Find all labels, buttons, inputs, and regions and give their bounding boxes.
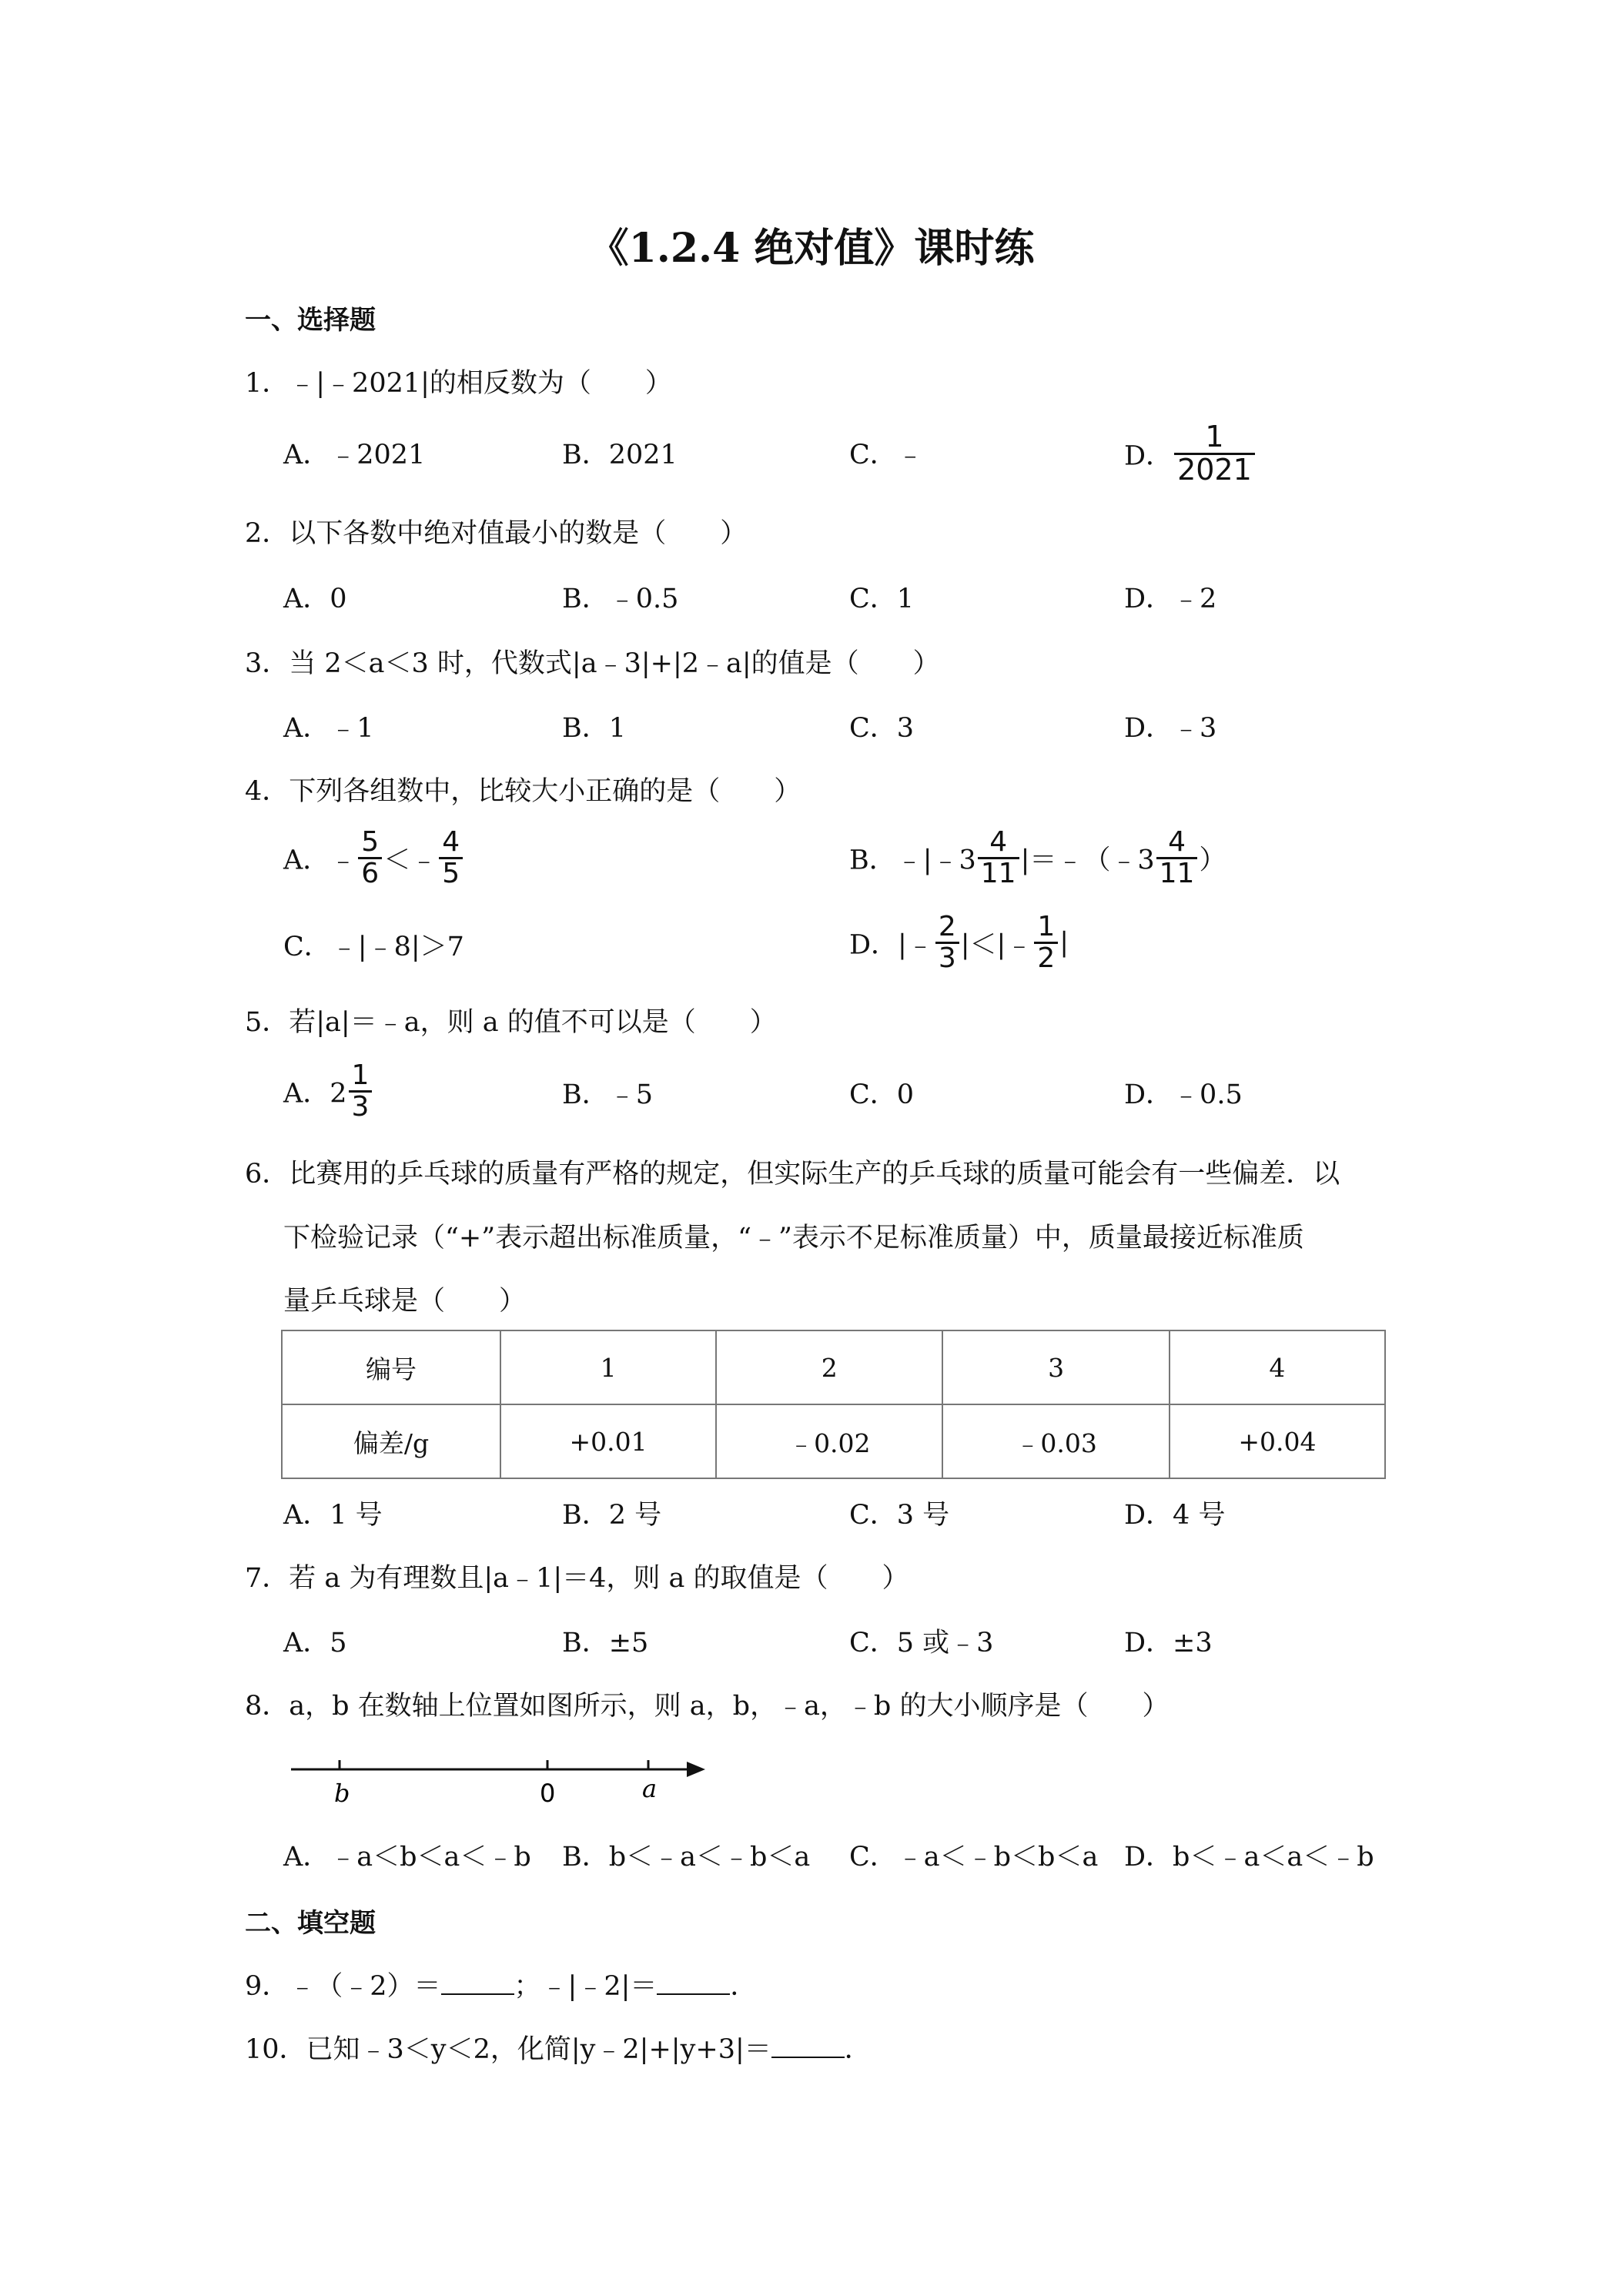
question-1-option-a: A．﹣2021 (283, 440, 426, 470)
table-cell: 4 (1170, 1330, 1385, 1404)
question-3-stem: 3．当 2＜a＜3 时，代数式|a﹣3|+|2﹣a|的值是（ ） (245, 648, 940, 679)
question-2-stem: 2．以下各数中绝对值最小的数是（ ） (245, 518, 748, 549)
fraction: $\frac{4}{11}$ (1156, 828, 1198, 889)
table-cell: 编号 (282, 1330, 500, 1404)
question-4-option-a: A．﹣ $\frac{5}{6}$ ＜﹣ $\frac{4}{5}$ (283, 828, 464, 889)
worksheet-title: 《1.2.4 绝对值》课时练 (588, 225, 1035, 272)
table-cell: 偏差/g (282, 1404, 500, 1478)
question-1-option-d: D． $\frac{1}{2021}$ (1124, 422, 1257, 486)
question-4-option-d: D．|﹣ $\frac{2}{3}$ |＜|﹣ $\frac{1}{2}$ | (849, 911, 1069, 974)
table-row (282, 1404, 1385, 1478)
question-7-stem: 7．若 a 为有理数且|a﹣1|＝4，则 a 的取值是（ ） (245, 1563, 909, 1594)
question-8-stem: 8．a，b 在数轴上位置如图所示，则 a，b，﹣a，﹣b 的大小顺序是（ ） (245, 1691, 1170, 1722)
question-2-option-b: B．﹣0.5 (562, 584, 679, 614)
fraction: $\frac{2}{3}$ (935, 912, 959, 973)
table-row (282, 1330, 1385, 1404)
question-7-option-d: D．±3 (1124, 1628, 1213, 1658)
answer-blank[interactable] (771, 2035, 845, 2058)
table-cell: 3 (942, 1330, 1169, 1404)
axis-label-b: b (334, 1779, 350, 1808)
question-4-option-c: C．﹣|﹣8|＞7 (283, 932, 464, 962)
question-8-option-a: A．﹣a＜b＜a＜﹣b (283, 1842, 531, 1873)
fraction: $\frac{4}{11}$ (978, 828, 1019, 889)
axis-label-a: a (642, 1774, 658, 1803)
fraction: $\frac{1}{2}$ (1034, 912, 1058, 973)
fraction: $\frac{1}{3}$ (349, 1061, 373, 1122)
question-3-option-b: B．1 (562, 713, 626, 744)
question-8-option-c: C．﹣a＜﹣b＜b＜a (849, 1842, 1099, 1873)
question-7-option-a: A．5 (283, 1628, 347, 1658)
question-5-option-c: C．0 (849, 1079, 915, 1110)
table-cell: 1 (500, 1330, 716, 1404)
question-5-option-a: A．2 $\frac{1}{3}$ (283, 1061, 373, 1122)
question-1-stem: 1．﹣|﹣2021|的相反数为（ ） (245, 368, 672, 399)
question-6-option-a: A．1 号 (283, 1500, 383, 1531)
section-fill-in-blank: 二、填空题 (245, 1908, 376, 1939)
question-4-stem: 4．下列各组数中，比较大小正确的是（ ） (245, 776, 801, 807)
question-6-line-3: 量乒乓球是（ ） (283, 1286, 527, 1317)
question-8-option-b: B．b＜﹣a＜﹣b＜a (562, 1842, 811, 1873)
question-4-option-b: B．﹣|﹣3 $\frac{4}{11}$ |＝﹣（﹣3 $\frac{4}{11}$ ） (849, 826, 1226, 889)
arrow-head-icon (687, 1762, 705, 1777)
question-3-option-a: A．﹣1 (283, 713, 374, 744)
axis-label-zero: 0 (540, 1779, 556, 1808)
question-2-option-d: D．﹣2 (1124, 584, 1217, 614)
question-7-option-b: B．±5 (562, 1628, 649, 1658)
question-6-option-c: C．3 号 (849, 1500, 950, 1531)
question-6-option-d: D．4 号 (1124, 1500, 1226, 1531)
question-5-stem: 5．若|a|＝﹣a，则 a 的值不可以是（ ） (245, 1007, 777, 1038)
section-multiple-choice: 一、选择题 (245, 305, 376, 336)
question-6-line-2: 下检验记录（“+”表示超出标准质量，“﹣”表示不足标准质量）中，质量最接近标准质 (283, 1223, 1304, 1253)
table-cell: ﹣0.02 (716, 1404, 942, 1478)
question-8-option-d: D．b＜﹣a＜a＜﹣b (1124, 1842, 1374, 1873)
question-5-option-b: B．﹣5 (562, 1079, 653, 1110)
fraction: $\frac{4}{5}$ (439, 828, 463, 889)
table-cell: +0.01 (500, 1404, 716, 1478)
question-2-option-a: A．0 (283, 584, 347, 614)
question-5-option-d: D．﹣0.5 (1124, 1079, 1243, 1110)
question-1-option-b: B．2021 (562, 440, 678, 470)
question-1-option-c: C．﹣ (849, 440, 924, 470)
question-7-option-c: C．5 或﹣3 (849, 1628, 994, 1658)
fraction: $\frac{1}{2021}$ (1174, 422, 1255, 486)
question-6-option-b: B．2 号 (562, 1500, 662, 1531)
table-cell: ﹣0.03 (942, 1404, 1169, 1478)
question-2-option-c: C．1 (849, 584, 915, 614)
answer-blank[interactable] (441, 1972, 514, 1995)
question-9: 9．﹣（﹣2）＝ ；﹣|﹣2|＝ ． (245, 1971, 758, 2002)
question-6-line-1: 6．比赛用的乒乓球的质量有严格的规定，但实际生产的乒乓球的质量可能会有一些偏差．以 (245, 1159, 1340, 1190)
fraction: $\frac{5}{6}$ (358, 828, 382, 889)
deviation-table (281, 1330, 1386, 1479)
table-cell: 2 (716, 1330, 942, 1404)
question-3-option-c: C．3 (849, 713, 915, 744)
question-10: 10．已知﹣3＜y＜2，化简|y﹣2|+|y+3|＝ ． (245, 2034, 872, 2065)
table-cell: +0.04 (1170, 1404, 1385, 1478)
question-3-option-d: D．﹣3 (1124, 713, 1217, 744)
number-line-figure (283, 1740, 714, 1817)
answer-blank[interactable] (657, 1972, 730, 1995)
